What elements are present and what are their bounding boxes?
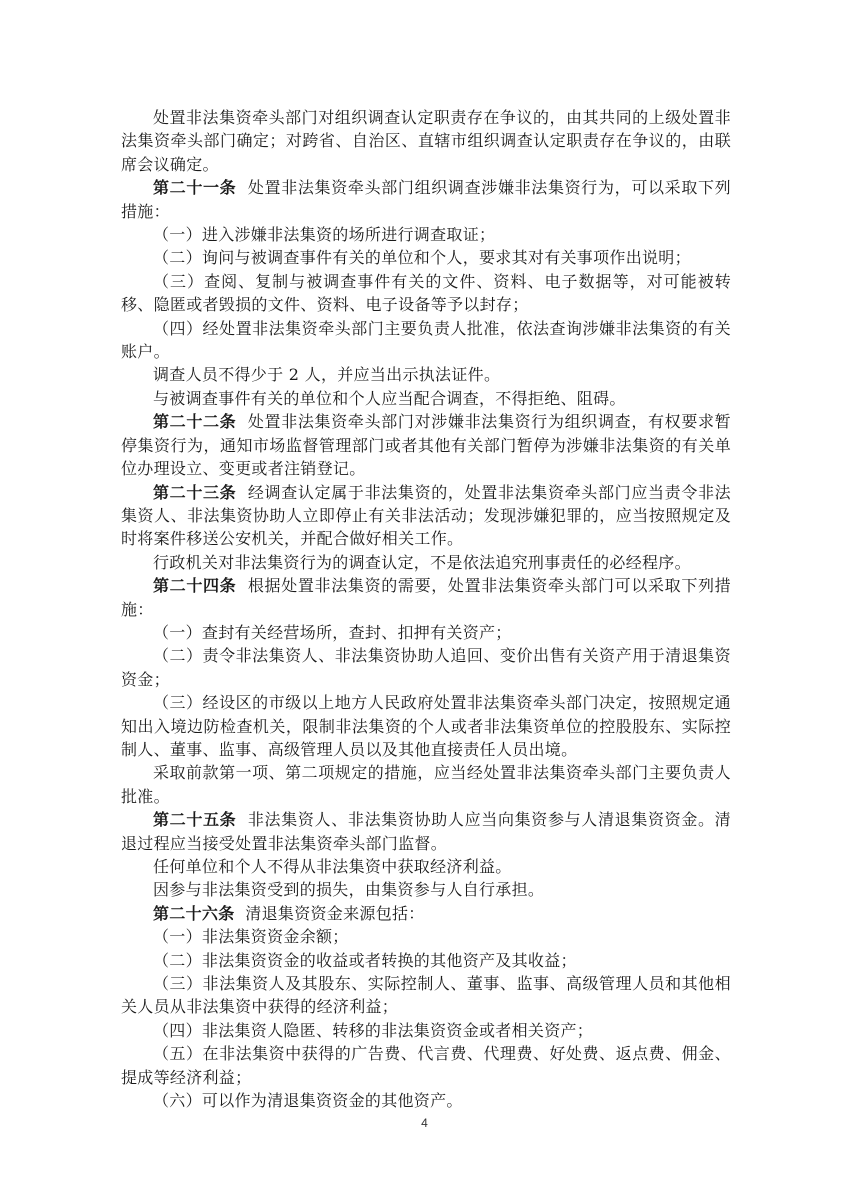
paragraph xyxy=(121,949,731,972)
paragraph xyxy=(121,410,731,480)
paragraph-text: （四）非法集资人隐匿、转移的非法集资资金或者相关资产； xyxy=(153,1020,594,1040)
paragraph-text: 调查人员不得少于 2 人，并应当出示执法证件。 xyxy=(153,365,501,385)
paragraph xyxy=(121,972,731,1019)
paragraph xyxy=(121,574,731,621)
article-heading: 第二十五条 xyxy=(153,810,237,830)
paragraph xyxy=(121,270,731,317)
paragraph xyxy=(121,902,731,925)
article-heading: 第二十一条 xyxy=(153,178,237,198)
paragraph xyxy=(121,808,731,855)
paragraph xyxy=(121,1042,731,1089)
article-heading: 第二十二条 xyxy=(153,412,237,432)
paragraph-text: （六）可以作为清退集资资金的其他资产。 xyxy=(153,1091,463,1111)
paragraph-text: 处置非法集资牵头部门对组织调查认定职责存在争议的，由其共同的上级处置非法集资牵头部门确定；对跨省、自治区、直辖市组织调查认定职责存在争议的，由联席会议确定。 xyxy=(121,108,731,174)
paragraph xyxy=(121,363,731,386)
paragraph-text: 处置非法集资牵头部门对涉嫌非法集资行为组织调查，有权要求暂停集资行为，通知市场监督管理部门或者其他有关部门暂停为涉嫌非法集资的有关单位办理设立、变更或者注销登记。 xyxy=(121,412,731,479)
article-heading: 第二十四条 xyxy=(153,576,237,596)
paragraph xyxy=(121,761,731,808)
paragraph xyxy=(121,246,731,269)
paragraph-text: 非法集资人、非法集资协助人应当向集资参与人清退集资资金。清退过程应当接受处置非法集资牵头部门监督。 xyxy=(121,810,731,853)
paragraph-text: （三）经设区的市级以上地方人民政府处置非法集资牵头部门决定，按照规定通知出入境边防检查机关，限制非法集资的个人或者非法集资单位的控股股东、实际控制人、董事、监事、高级管理人员以及其他直接责任人员出境。 xyxy=(121,693,731,759)
paragraph-text: （一）非法集资资金余额； xyxy=(153,927,349,947)
article-heading: 第二十六条 xyxy=(153,903,235,923)
paragraph xyxy=(121,855,731,878)
paragraph-text: （二）非法集资资金的收益或者转换的其他资产及其收益； xyxy=(153,950,577,970)
paragraph xyxy=(121,481,731,551)
paragraph xyxy=(121,1019,731,1042)
paragraph xyxy=(121,176,731,223)
paragraph-text: 因参与非法集资受到的损失，由集资参与人自行承担。 xyxy=(153,880,545,900)
paragraph xyxy=(121,925,731,948)
paragraph xyxy=(121,621,731,644)
paragraph xyxy=(121,878,731,901)
paragraph xyxy=(121,691,731,761)
paragraph xyxy=(121,551,731,574)
paragraph-text: （二）责令非法集资人、非法集资协助人追回、变价出售有关资产用于清退集资资金； xyxy=(121,646,731,689)
paragraph xyxy=(121,644,731,691)
paragraph-text: （二）询问与被调查事件有关的单位和个人，要求其对有关事项作出说明； xyxy=(153,248,691,268)
paragraph xyxy=(121,317,731,364)
document-body xyxy=(121,106,731,1112)
paragraph-text: （五）在非法集资中获得的广告费、代言费、代理费、好处费、返点费、佣金、提成等经济利益； xyxy=(121,1044,731,1087)
paragraph-text: 采取前款第一项、第二项规定的措施，应当经处置非法集资牵头部门主要负责人批准。 xyxy=(121,763,731,806)
paragraph-text: （三）非法集资人及其股东、实际控制人、董事、监事、高级管理人员和其他相关人员从非法集资中获得的经济利益； xyxy=(121,974,731,1017)
paragraph-text: 与被调查事件有关的单位和个人应当配合调查，不得拒绝、阻碍。 xyxy=(153,388,626,408)
paragraph xyxy=(121,1089,731,1112)
paragraph-text: （四）经处置非法集资牵头部门主要负责人批准，依法查询涉嫌非法集资的有关账户。 xyxy=(121,318,731,362)
paragraph-text: （三）查阅、复制与被调查事件有关的文件、资料、电子数据等，对可能被转移、隐匿或者毁损的文件、资料、电子设备等予以封存； xyxy=(121,271,731,315)
paragraph-text: （一）查封有关经营场所，查封、扣押有关资产； xyxy=(153,622,512,642)
paragraph-text: （一）进入涉嫌非法集资的场所进行调查取证； xyxy=(153,225,496,245)
paragraph-text: 处置非法集资牵头部门组织调查涉嫌非法集资行为，可以采取下列措施： xyxy=(121,178,731,221)
paragraph xyxy=(121,223,731,246)
paragraph-text: 经调查认定属于非法集资的，处置非法集资牵头部门应当责令非法集资人、非法集资协助人立即停止有关非法活动；发现涉嫌犯罪的，应当按照规定及时将案件移送公安机关，并配合做好相关工作。 xyxy=(121,482,731,549)
paragraph-text: 任何单位和个人不得从非法集资中获取经济利益。 xyxy=(153,857,512,876)
paragraph-text: 根据处置非法集资的需要，处置非法集资牵头部门可以采取下列措施： xyxy=(121,576,731,619)
paragraph xyxy=(121,387,731,410)
page-number: 4 xyxy=(421,1116,428,1130)
article-heading: 第二十三条 xyxy=(153,482,237,502)
paragraph xyxy=(121,106,731,176)
paragraph-text: 行政机关对非法集资行为的调查认定，不是依法追究刑事责任的必经程序。 xyxy=(153,552,691,572)
paragraph-text: 清退集资资金来源包括： xyxy=(245,903,425,923)
